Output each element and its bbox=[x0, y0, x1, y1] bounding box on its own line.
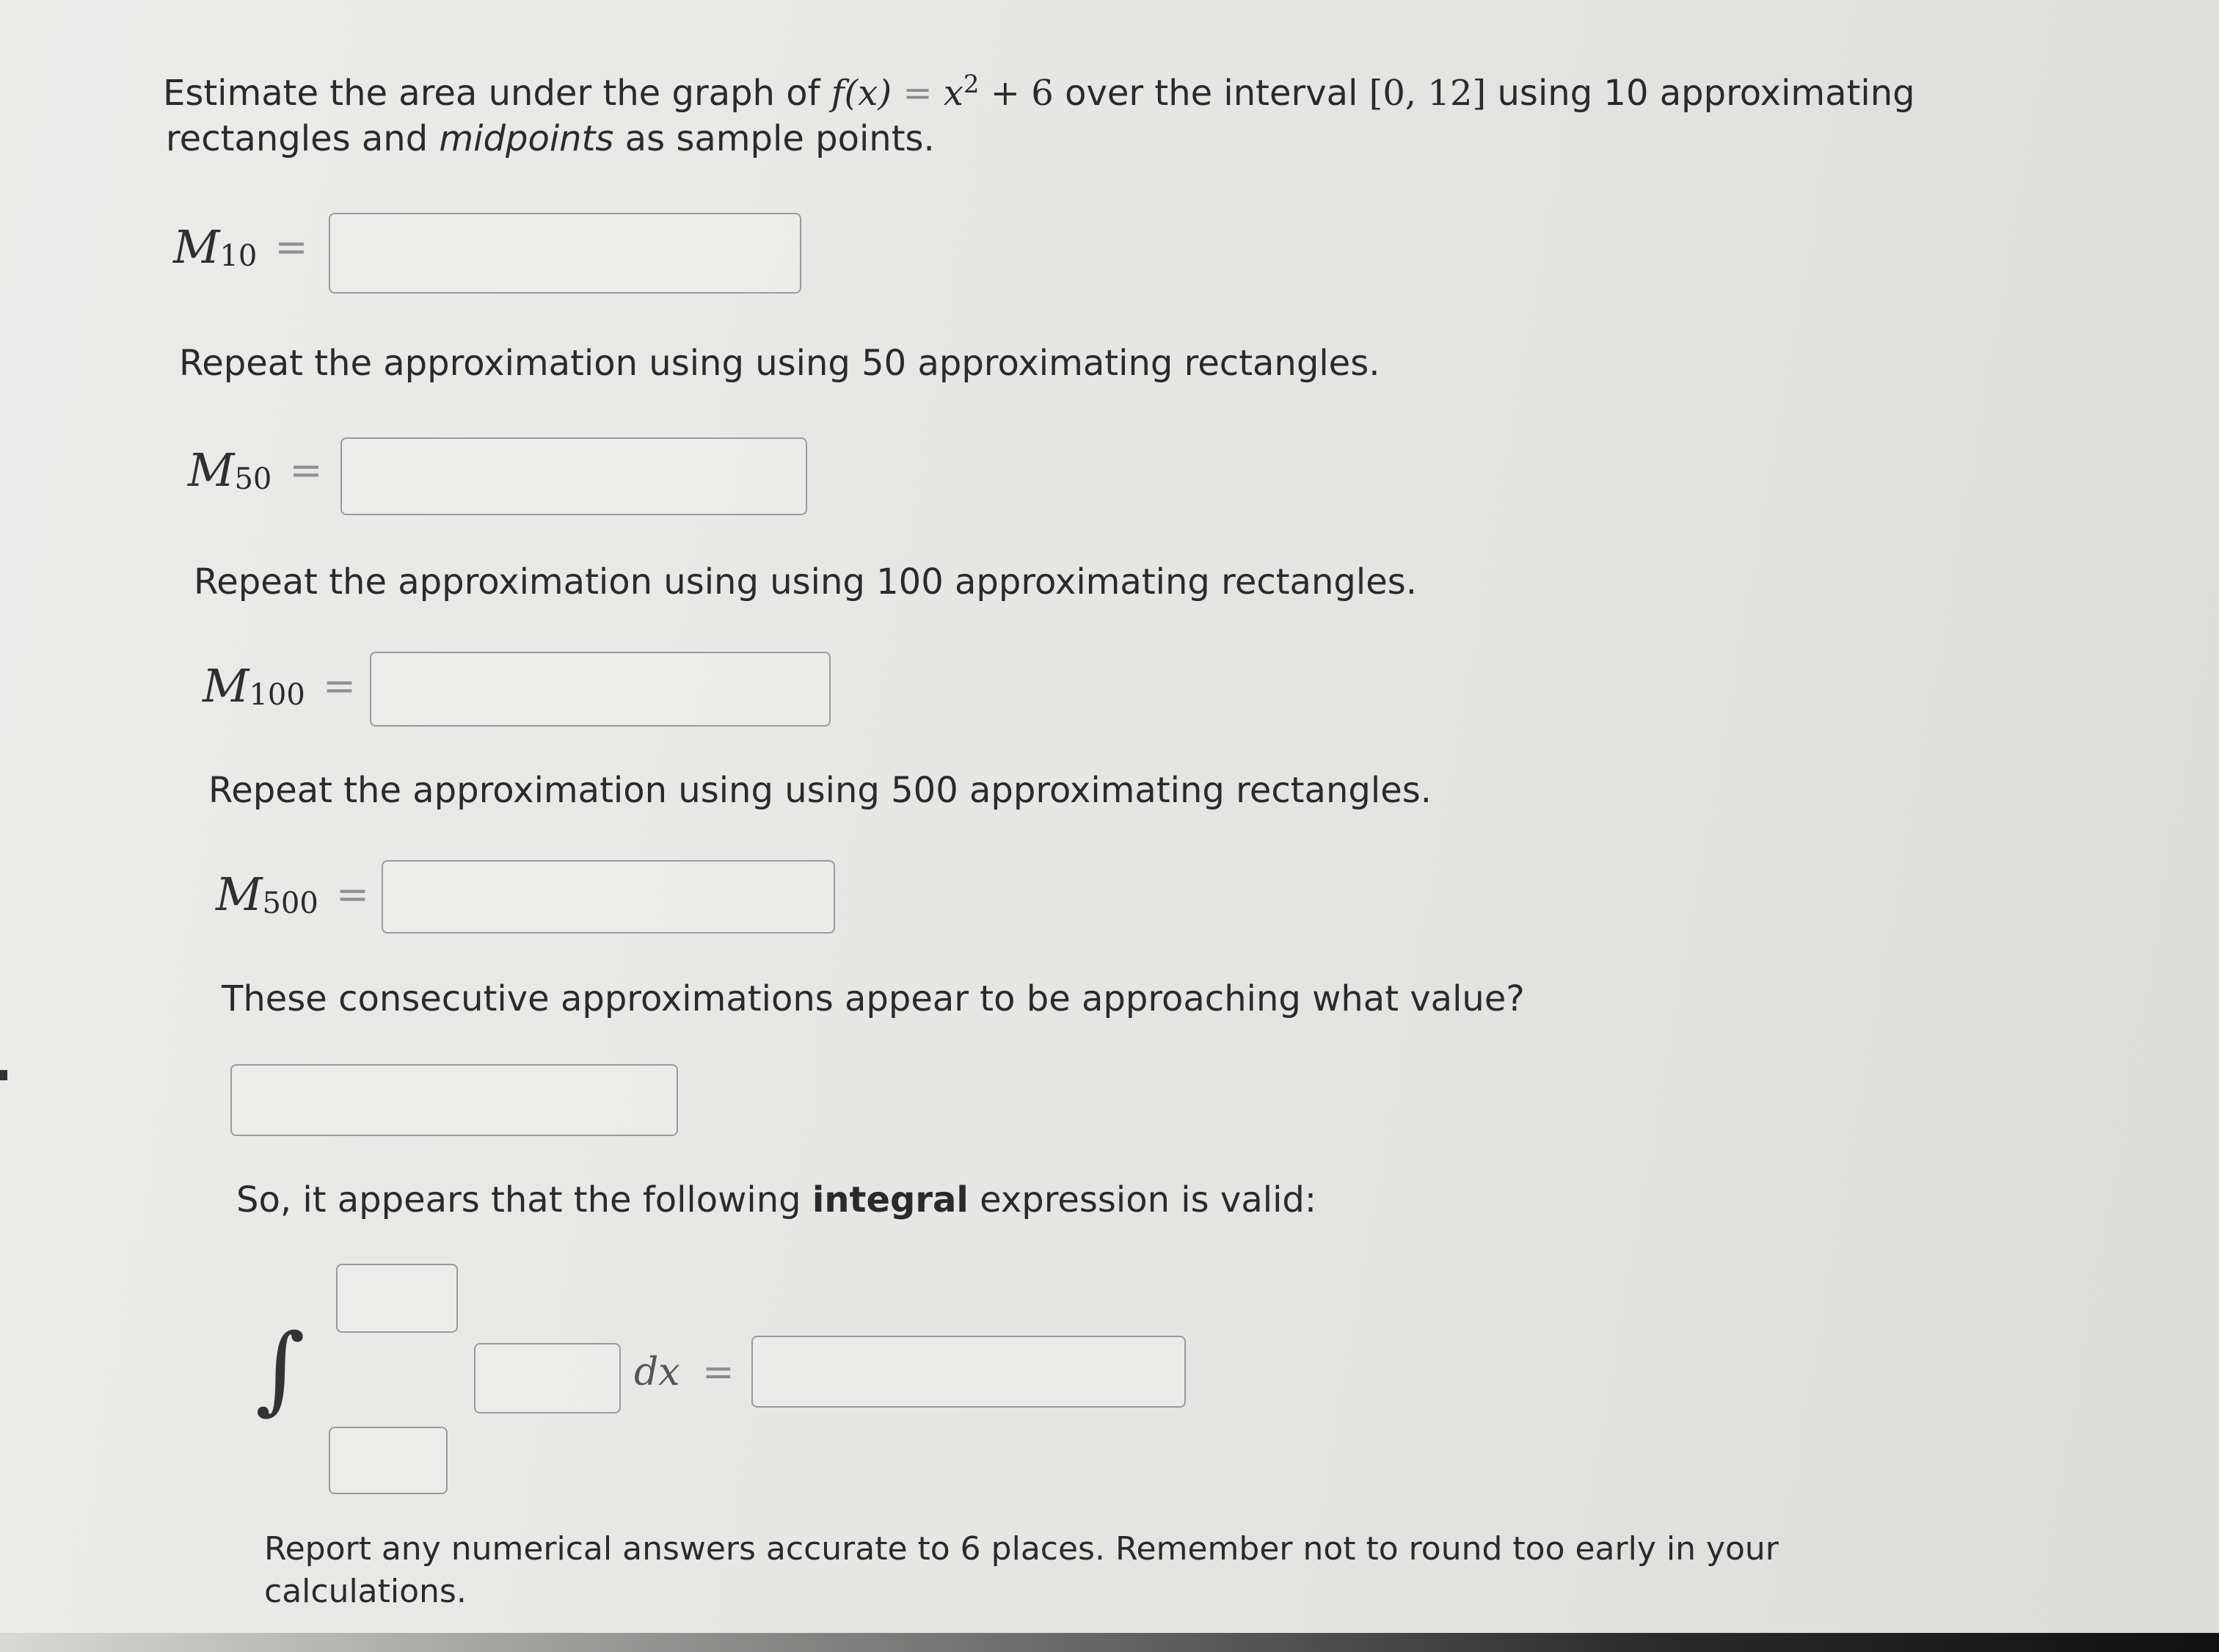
m50-prompt: Repeat the approximation using using 50 approximating rectangles. bbox=[179, 343, 1380, 384]
m100-subscript: 100 bbox=[249, 677, 305, 712]
m500-label bbox=[216, 867, 369, 921]
function-constant: + 6 bbox=[990, 73, 1054, 114]
page-edge-marker bbox=[0, 1070, 7, 1080]
interval: [0, 12] bbox=[1369, 73, 1487, 114]
footnote-line-2: calculations. bbox=[264, 1573, 467, 1610]
m50-letter: M bbox=[188, 443, 235, 497]
integral-prompt-b: expression is valid: bbox=[968, 1179, 1317, 1220]
midpoints-emphasis: midpoints bbox=[439, 118, 614, 159]
intro-text: Estimate the area under the graph of bbox=[163, 73, 831, 114]
function-name: f(x) bbox=[831, 73, 892, 114]
m10-equals: = bbox=[274, 224, 308, 270]
integral-sign-icon: ∫ bbox=[255, 1313, 305, 1424]
m500-subscript: 500 bbox=[262, 886, 318, 920]
upper-limit-input[interactable] bbox=[336, 1264, 458, 1333]
m100-equals: = bbox=[322, 663, 357, 709]
m10-answer-input[interactable] bbox=[329, 213, 801, 294]
footnote bbox=[264, 1528, 1779, 1613]
lower-limit-input[interactable] bbox=[329, 1427, 448, 1494]
limit-answer-input[interactable] bbox=[230, 1064, 678, 1136]
dx-text: dx bbox=[634, 1350, 680, 1394]
integrand-input[interactable] bbox=[474, 1343, 621, 1413]
m500-prompt: Repeat the approximation using using 500 approximating rectangles. bbox=[208, 770, 1432, 811]
integral-prompt-bold: integral bbox=[812, 1179, 969, 1220]
function-variable: x bbox=[943, 73, 963, 114]
integral-prompt-a: So, it appears that the following bbox=[236, 1179, 812, 1220]
m500-equals: = bbox=[335, 871, 370, 917]
intro-line2-b: as sample points. bbox=[613, 118, 935, 159]
m10-letter: M bbox=[173, 220, 220, 274]
function-equals: = bbox=[903, 73, 933, 114]
m50-answer-input[interactable] bbox=[340, 437, 807, 515]
footnote-line-1: Report any numerical answers accurate to 6 places. Remember not to round too early in your bbox=[264, 1530, 1779, 1568]
m50-equals: = bbox=[289, 447, 323, 493]
m10-subscript: 10 bbox=[219, 239, 258, 273]
m100-label bbox=[203, 659, 356, 713]
intro-text-2: over the interval bbox=[1053, 73, 1369, 114]
integral-equals: = bbox=[702, 1350, 735, 1394]
integral-result-input[interactable] bbox=[751, 1336, 1186, 1408]
m100-prompt: Repeat the approximation using using 100 approximating rectangles. bbox=[194, 561, 1417, 603]
dx-label bbox=[634, 1350, 735, 1394]
intro-line2-a: rectangles and bbox=[166, 118, 440, 159]
m100-answer-input[interactable] bbox=[370, 652, 831, 727]
intro-text-3: using 10 approximating bbox=[1486, 73, 1915, 114]
m50-label bbox=[188, 443, 323, 497]
m50-subscript: 50 bbox=[234, 462, 272, 496]
m500-answer-input[interactable] bbox=[382, 860, 835, 934]
m100-letter: M bbox=[203, 659, 249, 713]
m500-letter: M bbox=[216, 867, 263, 921]
limit-question-prompt: These consecutive approximations appear to be approaching what value? bbox=[222, 978, 1525, 1019]
problem-statement-line-2 bbox=[166, 112, 935, 166]
screen-bottom-edge bbox=[0, 1633, 2219, 1652]
function-exponent: 2 bbox=[963, 70, 980, 99]
m10-label bbox=[173, 220, 308, 274]
integral-prompt bbox=[236, 1173, 1316, 1227]
